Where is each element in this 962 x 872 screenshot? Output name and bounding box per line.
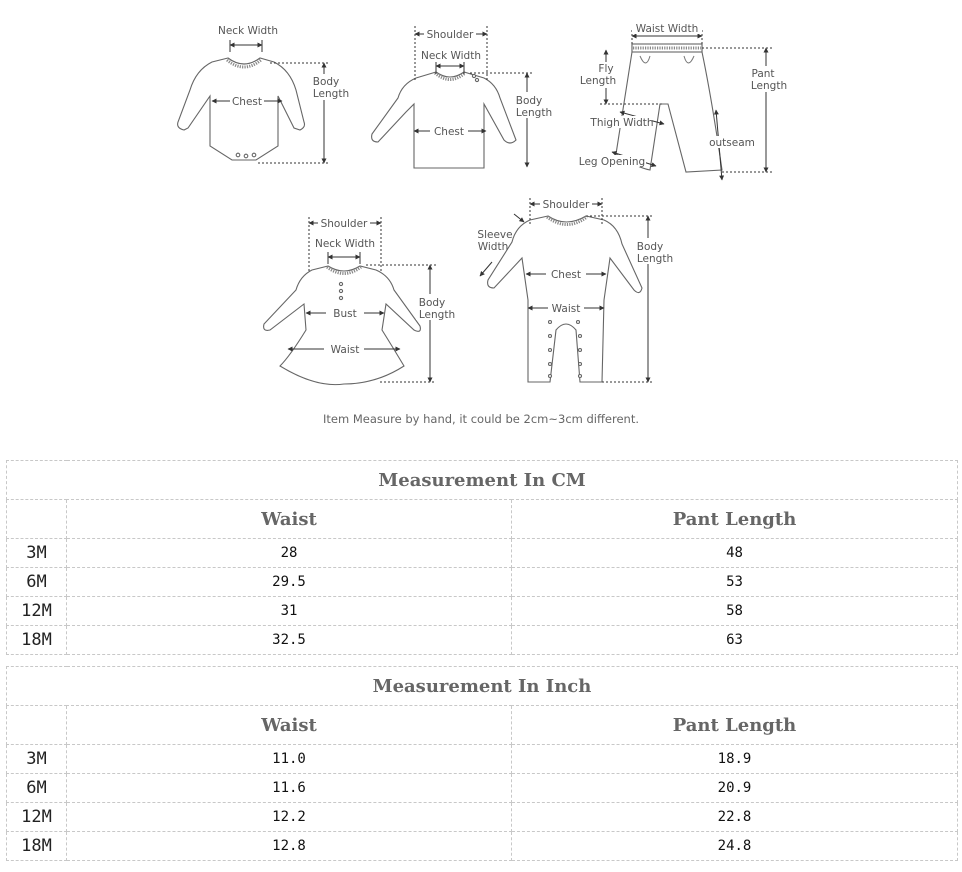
dress-diagram [264,216,458,385]
size-cell: 6M [7,774,67,803]
pants-diagram [579,22,790,180]
size-cell: 3M [7,745,67,774]
column-header [7,706,67,745]
table-row [7,626,958,655]
pant-length-cell: 63 [512,626,958,655]
pants-leg-opening-label: Leg Opening [578,156,646,168]
pants-fly-length-label: Fly [598,63,614,75]
dress-shoulder-label: Shoulder [320,218,368,230]
table-row [7,745,958,774]
romper-shoulder-label: Shoulder [542,199,590,211]
measurement-note: Item Measure by hand, it could be 2cm~3cm different. [322,412,640,426]
romper-sleeve-width-label: Sleeve [477,229,513,241]
table-row [7,774,958,803]
table-row [7,597,958,626]
dress-neck-width-label: Neck Width [314,238,376,250]
bodysuit-chest-label: Chest [231,96,263,108]
waist-cell: 12.8 [67,832,512,861]
bodysuit-diagram [178,25,351,163]
romper-chest-label: Chest [550,269,582,281]
sweater-shoulder-label: Shoulder [426,29,474,41]
sweater-body-length-label: Body [515,95,543,107]
table-row [7,803,958,832]
waist-cell: 11.6 [67,774,512,803]
size-cell: 18M [7,626,67,655]
column-header-pant-length: Pant Length [512,500,958,539]
table-row [7,539,958,568]
svg-text:Length: Length [312,88,350,100]
svg-text:Width: Width [477,241,509,253]
pant-length-cell: 53 [512,568,958,597]
pants-pant-length-label: Pant [751,68,775,80]
pant-length-cell: 48 [512,539,958,568]
table-title: Measurement In CM [7,461,958,500]
size-cell: 3M [7,539,67,568]
column-header-pant-length: Pant Length [512,706,958,745]
svg-text:Length: Length [418,309,456,321]
svg-text:Length: Length [750,80,788,92]
pant-length-cell: 58 [512,597,958,626]
waist-cell: 32.5 [67,626,512,655]
sweater-diagram [372,26,553,168]
pant-length-cell: 24.8 [512,832,958,861]
table-title: Measurement In Inch [7,667,958,706]
bodysuit-neck-width-label: Neck Width [217,25,279,37]
size-table-inch [6,666,958,861]
waist-cell: 11.0 [67,745,512,774]
bodysuit-body-length-label: Body [312,76,340,88]
svg-text:Length: Length [515,107,553,119]
sweater-neck-width-label: Neck Width [420,50,482,62]
sweater-chest-label: Chest [433,126,465,138]
romper-body-length-label: Body [636,241,664,253]
table-row [7,568,958,597]
waist-cell: 31 [67,597,512,626]
size-cell: 12M [7,597,67,626]
pant-length-cell: 22.8 [512,803,958,832]
romper-waist-label: Waist [551,303,581,315]
dress-bust-label: Bust [333,308,357,320]
pants-waist-width-label: Waist Width [635,23,699,35]
dress-waist-label: Waist [330,344,360,356]
pants-thigh-width-label: Thigh Width [590,117,654,129]
dress-body-length-label: Body [418,297,446,309]
column-header-waist: Waist [67,706,512,745]
pant-length-cell: 20.9 [512,774,958,803]
column-header [7,500,67,539]
waist-cell: 29.5 [67,568,512,597]
size-table-cm [6,460,958,655]
svg-text:Length: Length [579,75,617,87]
pants-outseam-label: outseam [709,137,755,149]
waist-cell: 28 [67,539,512,568]
pant-length-cell: 18.9 [512,745,958,774]
column-header-waist: Waist [67,500,512,539]
table-row [7,832,958,861]
size-cell: 6M [7,568,67,597]
svg-text:Length: Length [636,253,674,265]
romper-diagram [477,197,676,382]
size-cell: 12M [7,803,67,832]
size-cell: 18M [7,832,67,861]
waist-cell: 12.2 [67,803,512,832]
